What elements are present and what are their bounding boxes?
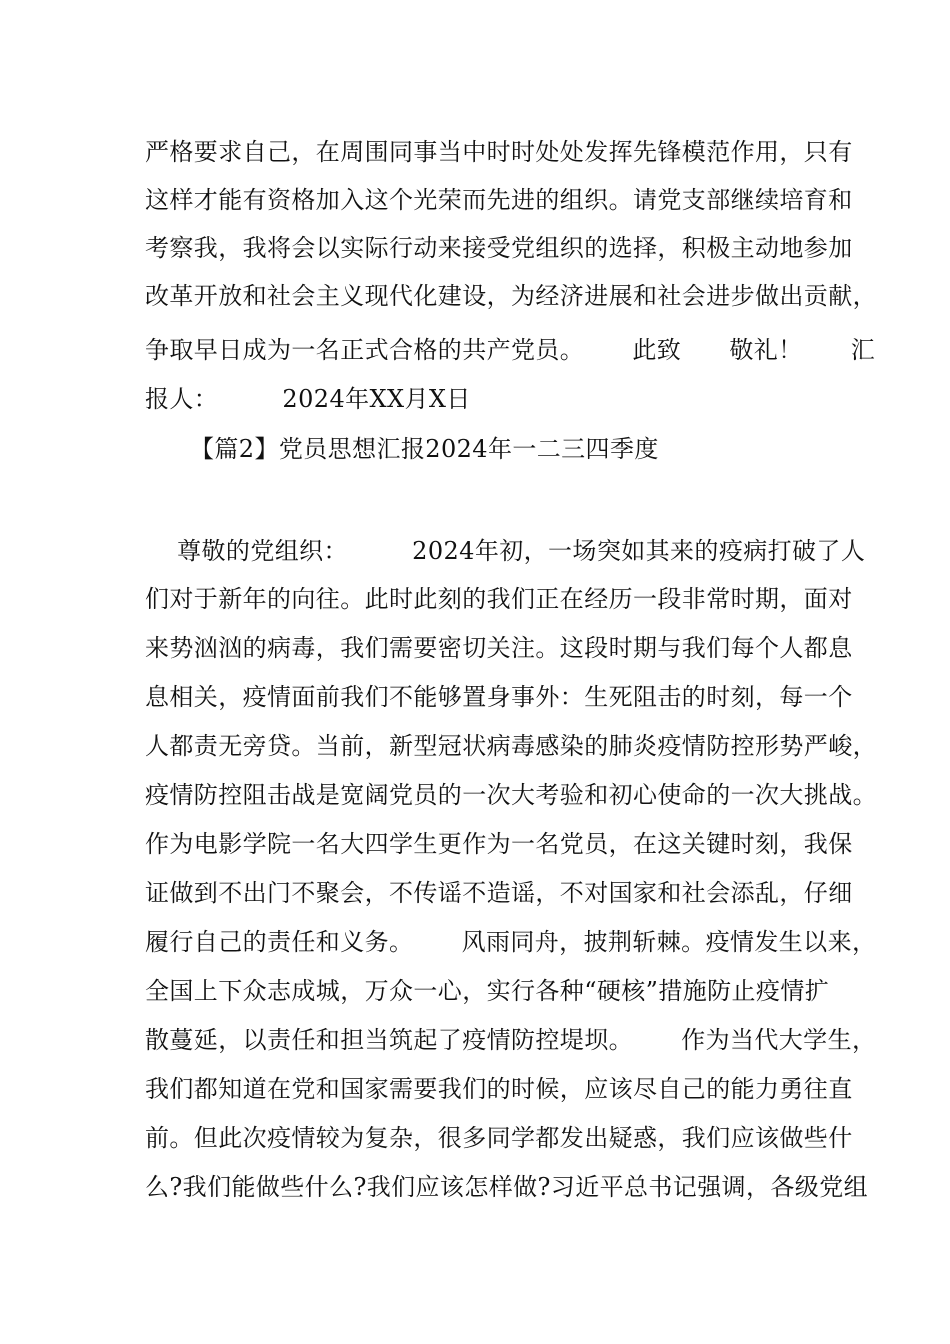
paragraph-line: 来势汹汹的病毒，我们需要密切关注。这段时期与我们每个人都息 [145, 634, 853, 662]
paragraph-line: 这样才能有资格加入这个光荣而先进的组织。请党支部继续培育和 [145, 186, 853, 214]
paragraph-line: 疫情防控阻击战是宽阔党员的一次大考验和初心使命的一次大挑战。 [145, 781, 877, 809]
paragraph-line: 履行自己的责任和义务。 风雨同舟，披荆斩棘。疫情发生以来， [145, 928, 877, 956]
paragraph-line: 息相关，疫情面前我们不能够置身事外：生死阻击的时刻，每一个 [145, 683, 853, 711]
section-heading: 【篇2】党员思想汇报2024年一二三四季度 [190, 435, 659, 463]
paragraph-line: 作为电影学院一名大四学生更作为一名党员，在这关键时刻，我保 [145, 830, 853, 858]
paragraph-line: 们对于新年的向往。此时此刻的我们正在经历一段非常时期，面对 [145, 585, 853, 613]
signature-date-line: 报人： 2024年XX月X日 [145, 385, 471, 413]
paragraph-line: 证做到不出门不聚会，不传谣不造谣，不对国家和社会添乱，仔细 [145, 879, 853, 907]
paragraph-line: 考察我，我将会以实际行动来接受党组织的选择，积极主动地参加 [145, 234, 853, 262]
paragraph-line: 人都责无旁贷。当前，新型冠状病毒感染的肺炎疫情防控形势严峻， [145, 732, 877, 760]
paragraph-line: 么?我们能做些什么?我们应该怎样做?习近平总书记强调，各级党组 [145, 1173, 868, 1201]
paragraph-line: 改革开放和社会主义现代化建设，为经济进展和社会进步做出贡献， [145, 282, 877, 310]
paragraph-line: 争取早日成为一名正式合格的共产党员。 此致 敬礼！ 汇 [145, 336, 876, 364]
paragraph-line: 全国上下众志成城，万众一心，实行各种“硬核”措施防止疫情扩 [145, 977, 830, 1005]
paragraph-line: 我们都知道在党和国家需要我们的时候，应该尽自己的能力勇往直 [145, 1075, 853, 1103]
paragraph-line: 散蔓延，以责任和担当筑起了疫情防控堤坝。 作为当代大学生， [145, 1026, 877, 1054]
paragraph-line: 严格要求自己，在周围同事当中时时处处发挥先锋模范作用，只有 [145, 138, 853, 166]
paragraph-line: 前。但此次疫情较为复杂，很多同学都发出疑惑，我们应该做些什 [145, 1124, 853, 1152]
paragraph-line: 尊敬的党组织： 2024年初，一场突如其来的疫病打破了人 [145, 537, 866, 565]
